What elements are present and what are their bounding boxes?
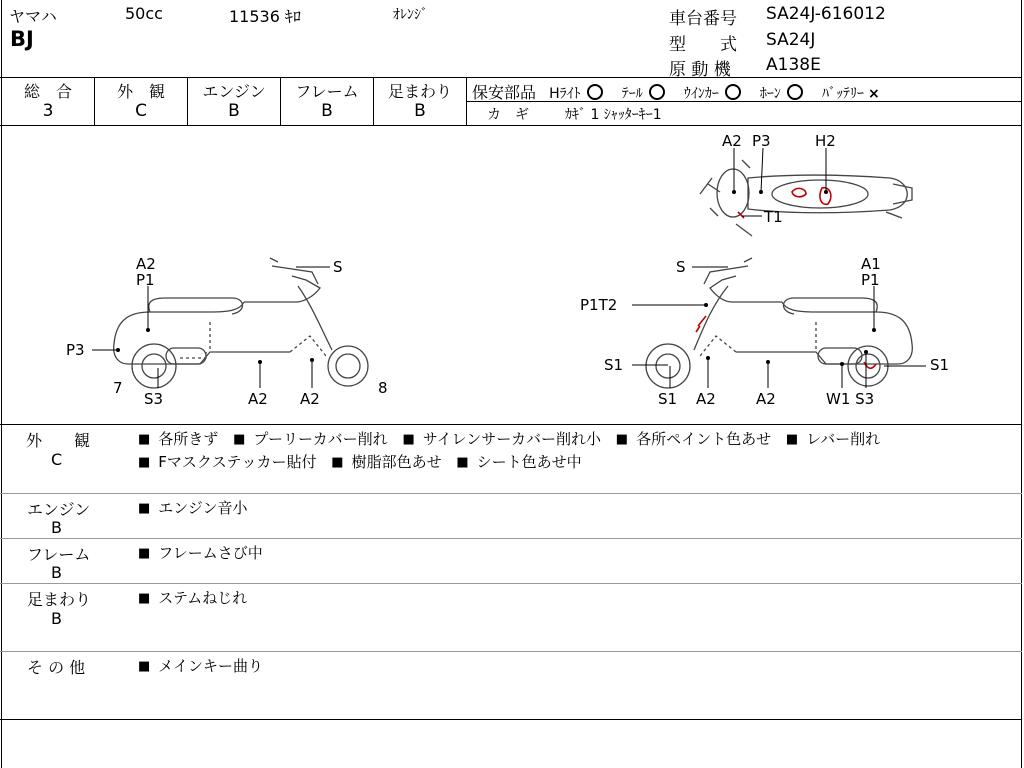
label-top-a2: A2 xyxy=(722,132,742,150)
remarks-engine-items xyxy=(138,497,258,518)
divider xyxy=(0,719,1022,720)
overall-label: 総 合 xyxy=(23,82,72,101)
body-color: ｵﾚﾝｼﾞ xyxy=(393,7,428,23)
label-left-a2-b2: A2 xyxy=(300,390,320,408)
divider xyxy=(0,493,1022,494)
remarks-other-label: そ の 他 xyxy=(27,658,86,677)
exterior-label: 外 観 xyxy=(116,82,165,101)
label-left-s: S xyxy=(333,258,343,276)
suspension-grade: B xyxy=(414,101,426,121)
damage-diagram xyxy=(0,126,1022,424)
remark-item: ■ メインキー曲り xyxy=(138,657,263,675)
key-label: カ ギ xyxy=(487,107,529,123)
exterior-grade: C xyxy=(135,101,147,121)
battery-label: ﾊﾞｯﾃﾘｰ xyxy=(822,86,865,102)
remark-item: ■ 各所きず xyxy=(138,430,218,448)
frame-grade: B xyxy=(321,101,333,121)
divider xyxy=(466,77,467,125)
label-left-7: 7 xyxy=(113,379,123,397)
ng-cross-icon: × xyxy=(868,86,880,102)
remarks-suspension-label: 足まわり xyxy=(27,590,92,609)
remarks-frame-grade: B xyxy=(51,563,62,582)
remarks-engine-label: エンジン xyxy=(27,500,91,519)
label-left-p3: P3 xyxy=(66,341,85,359)
label-right-s: S xyxy=(676,258,686,276)
remarks-suspension-grade: B xyxy=(51,609,62,628)
engine-model-value: A138E xyxy=(766,55,821,75)
label-right-a2-b1: A2 xyxy=(696,390,716,408)
label-left-8: 8 xyxy=(378,379,388,397)
label-top-h2: H2 xyxy=(815,132,836,150)
type-value: SA24J xyxy=(766,30,816,50)
label-right-s1-r: S1 xyxy=(930,356,950,374)
engine-model-label: 原 動 機 xyxy=(669,60,731,80)
engine-label: エンジン xyxy=(202,82,266,101)
remark-item: ■ エンジン音小 xyxy=(138,499,248,517)
label-right-a1: A1 xyxy=(861,255,881,273)
label-right-w1s3: W1 S3 xyxy=(826,390,875,408)
divider xyxy=(0,77,1022,78)
ok-circle-icon xyxy=(725,84,741,100)
label-right-a2-b2: A2 xyxy=(756,390,776,408)
remarks-frame-label: フレーム xyxy=(27,545,91,564)
displacement: 50cc xyxy=(125,4,163,23)
remark-item: ■ シート色あせ中 xyxy=(456,453,581,471)
remark-item: ■ サイレンサーカバー削れ小 xyxy=(402,430,601,448)
remarks-exterior-line1 xyxy=(138,428,890,449)
ok-circle-icon xyxy=(787,84,803,100)
taillight-label: ﾃｰﾙ xyxy=(621,86,643,102)
remarks-exterior-label: 外 観 xyxy=(26,431,91,450)
remarks-exterior-grade: C xyxy=(51,450,63,469)
ok-circle-icon xyxy=(649,84,665,100)
remarks-frame-items xyxy=(138,542,273,563)
ok-circle-icon xyxy=(587,84,603,100)
divider xyxy=(0,538,1022,539)
maker: ヤマハ xyxy=(9,7,57,26)
label-right-p1: P1 xyxy=(861,271,880,289)
horn-label: ﾎｰﾝ xyxy=(759,86,781,102)
divider xyxy=(0,424,1022,425)
headlight-label: Hﾗｲﾄ xyxy=(549,86,581,102)
model-name: BJ xyxy=(10,27,34,51)
remark-item: ■ フレームさび中 xyxy=(138,544,263,562)
label-right-s1-b: S1 xyxy=(658,390,678,408)
divider xyxy=(0,651,1022,652)
label-top-p3: P3 xyxy=(752,132,771,150)
remarks-other-items xyxy=(138,655,273,676)
safety-parts-row xyxy=(472,80,880,103)
remarks-engine-grade: B xyxy=(51,518,62,537)
remark-item: ■ 各所ペイント色あせ xyxy=(616,430,771,448)
label-left-p1: P1 xyxy=(136,271,155,289)
label-left-a2-b1: A2 xyxy=(248,390,268,408)
overall-grade: 3 xyxy=(42,101,54,121)
label-right-p1t2: P1T2 xyxy=(580,296,618,314)
safety-label: 保安部品 xyxy=(472,83,537,102)
winker-label: ｳｲﾝｶｰ xyxy=(683,86,719,102)
remarks-suspension-items xyxy=(138,587,257,608)
label-left-s3: S3 xyxy=(144,390,164,408)
remark-item: ■ Fマスクステッカー貼付 xyxy=(138,453,316,471)
frame-no: SA24J-616012 xyxy=(766,4,886,24)
label-top-t1: T1 xyxy=(764,208,783,226)
remark-item: ■ レバー削れ xyxy=(786,430,880,448)
remarks-exterior-line2 xyxy=(138,451,592,472)
suspension-label: 足まわり xyxy=(387,82,452,101)
key-value: ｶｷﾞ 1 ｼｬｯﾀｰｷｰ1 xyxy=(565,107,662,123)
top-view-scooter-icon xyxy=(700,160,912,236)
remark-item: ■ ステムねじれ xyxy=(138,589,247,607)
label-left-a2: A2 xyxy=(136,255,156,273)
frame-no-label: 車台番号 xyxy=(669,9,737,29)
divider xyxy=(0,583,1022,584)
label-right-s1-l: S1 xyxy=(604,356,624,374)
remark-item: ■ プーリーカバー削れ xyxy=(233,430,388,448)
type-label: 型 式 xyxy=(669,35,737,55)
mileage: 11536 ｷﾛ xyxy=(229,7,301,26)
remark-item: ■ 樹脂部色あせ xyxy=(331,453,441,471)
engine-grade: B xyxy=(228,101,240,121)
frame-label: フレーム xyxy=(295,82,359,101)
